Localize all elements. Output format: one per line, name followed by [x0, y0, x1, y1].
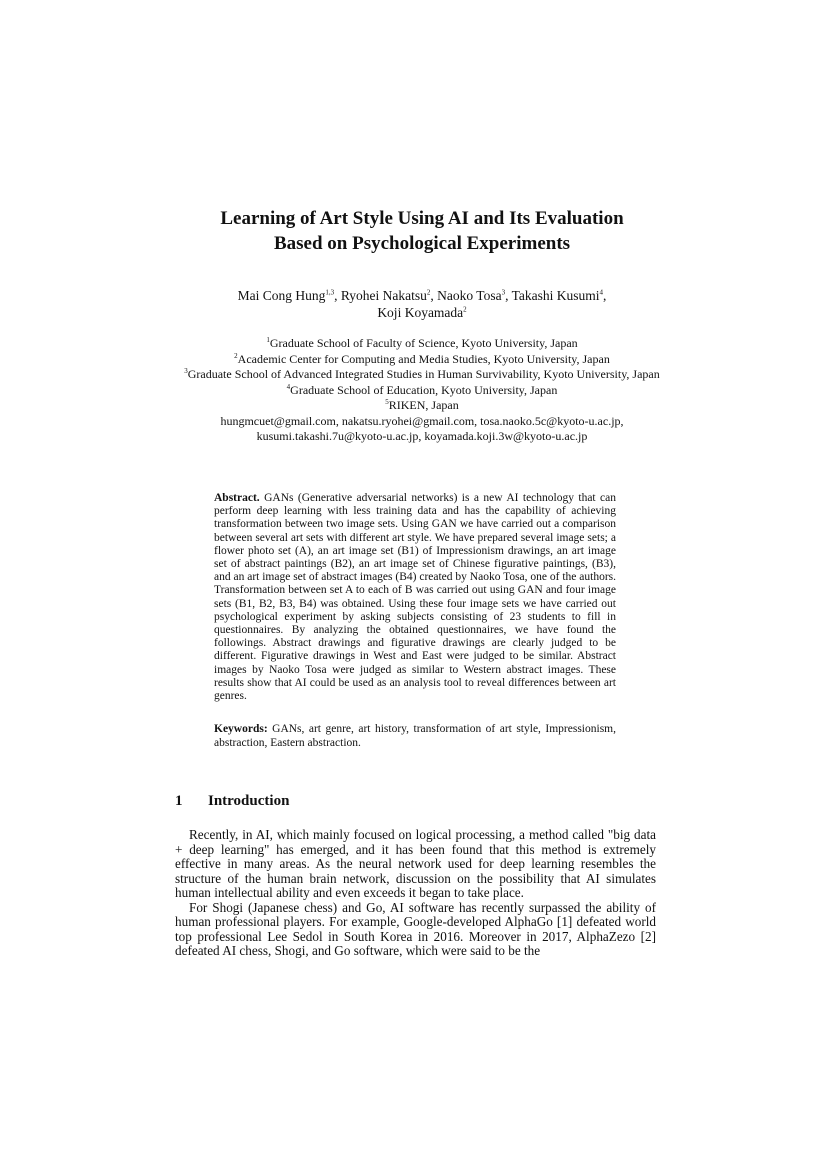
affiliation-text: Graduate School of Education, Kyoto University, Japan — [290, 382, 558, 397]
affiliation — [150, 352, 694, 368]
abstract — [214, 492, 616, 703]
author-name: , Naoko Tosa — [430, 288, 502, 303]
affiliation — [150, 383, 694, 399]
body-text — [175, 828, 656, 959]
affiliation-text: Graduate School of Faculty of Science, Kyoto University, Japan — [269, 336, 578, 350]
email-line: kusumi.takashi.7u@kyoto-u.ac.jp, koyamada.koji.3w@kyoto-u.ac.jp — [256, 429, 588, 443]
author-name: , Ryohei Nakatsu — [334, 288, 427, 303]
title-line-1: Learning of Art Style Using AI and Its Evaluation — [220, 208, 624, 229]
email-line: hungmcuet@gmail.com, nakatsu.ryohei@gmail.com, tosa.naoko.5c@kyoto-u.ac.jp, — [220, 413, 624, 428]
keywords-text: GANs, art genre, art history, transformation of art style, Impressionism, abstraction, Eastern abstraction. — [214, 723, 616, 749]
abstract-label: Abstract. — [214, 492, 260, 504]
affiliation-text: Academic Center for Computing and Media Studies, Kyoto University, Japan — [237, 351, 610, 366]
author-line-2 — [150, 304, 694, 321]
keywords — [214, 722, 616, 750]
affiliation-text: RIKEN, Japan — [388, 398, 459, 412]
affiliation-text: Graduate School of Advanced Integrated Studies in Human Survivability, Kyoto University, Japan — [187, 367, 660, 381]
section-number: 1 — [175, 793, 183, 809]
affiliation — [150, 398, 694, 414]
keywords-label: Keywords: — [214, 723, 268, 735]
author-affil-mark: 3 — [501, 288, 506, 297]
affiliation — [150, 367, 694, 383]
author-affil-mark: 2 — [426, 288, 431, 297]
author-line-1 — [150, 287, 694, 304]
author-affil-mark: 2 — [463, 305, 467, 314]
abstract-text: GANs (Generative adversarial networks) is a new AI technology that can perform deep learning with less training data and has the capability of achieving transformation between two image sets. Using GAN we have carried out a comparison between several art sets with different art style. We have prepared several image sets; a flower photo set (A), an art image set (B1) of Impressionism drawings, an art image set of abstract paintings (B2), an art image set of Chinese figurative paintings, (B3), and an art image set of abstract images (B4) created by Naoko Tosa, one of the authors. Transformation between set A to each of B was carried out using GAN and four image sets (B1, B2, B3, B4) was obtained. Using these four image sets we have carried out psychological experiment by asking subjects consisting of 23 students to fill in questionnaires. By analyzing the obtained questionnaires, we have found the followings. Abstract drawings and figurative drawings are clearly judged to be different. Figurative drawings in West and East were judged to be similar. Abstract images by Naoko Tosa were judged as similar to Western abstract images. These results show that AI could be used as an analysis tool to reveal differences between art genres. — [214, 492, 616, 703]
author-name: , Takashi Kusumi — [505, 288, 600, 303]
affiliation-list — [150, 336, 694, 445]
affiliation-mark: 4 — [286, 382, 291, 391]
affiliation-mark: 5 — [385, 398, 389, 406]
author-list — [150, 287, 694, 321]
affiliation-mark: 2 — [234, 351, 238, 360]
paper-title — [140, 206, 704, 256]
author-name: Mai Cong Hung — [237, 288, 326, 303]
section-title: Introduction — [208, 793, 290, 809]
author-separator: , — [603, 288, 607, 303]
author-affil-mark: 1,3 — [325, 288, 335, 297]
title-line-2: Based on Psychological Experiments — [273, 233, 571, 254]
author-name: Koji Koyamada — [377, 305, 464, 320]
section-heading — [175, 791, 289, 811]
affiliation-mark: 1 — [266, 336, 270, 344]
paragraph: Recently, in AI, which mainly focused on logical processing, a method called "big data + deep learning" has emerged, and it has been found that this method is extremely effective in many areas. As the neural network used for deep learning resembles the structure of the human brain network, discussion on the possibility that AI simulates human intellectual ability and even exceeds it began to take place. — [175, 827, 656, 900]
paragraph: For Shogi (Japanese chess) and Go, AI software has recently surpassed the ability of human professional players. For example, Google-developed AlphaGo [1] defeated world top professional Lee Sedol in South Korea in 2016. Moreover in 2017, AlphaZezo [2] defeated AI chess, Shogi, and Go software, which were said to be the — [175, 899, 656, 958]
author-affil-mark: 4 — [599, 288, 604, 297]
affiliation-mark: 3 — [184, 367, 188, 375]
affiliation — [150, 336, 694, 352]
